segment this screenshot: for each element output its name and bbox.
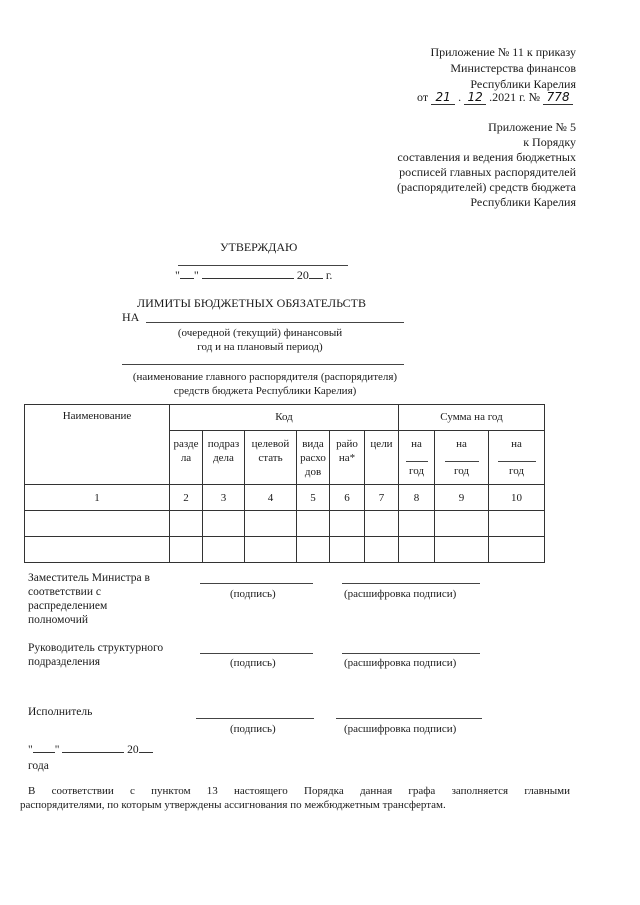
- header-rayona: райо на*: [330, 431, 365, 485]
- executor-decoding-line: [336, 718, 482, 719]
- header-year-1: на год: [399, 431, 435, 485]
- appendix11-block: [430, 44, 576, 92]
- deputy-decoding-caption: (расшифровка подписи): [344, 588, 457, 600]
- head-label: Руководитель структурного подразделения: [28, 642, 164, 668]
- appendix5-line: (распорядителей) средств бюджета: [397, 180, 576, 194]
- appendix5-line: Приложение № 5: [488, 120, 576, 134]
- doc-title: ЛИМИТЫ БЮДЖЕТНЫХ ОБЯЗАТЕЛЬСТВ: [137, 296, 367, 310]
- approve-year-prefix: 20: [296, 268, 309, 282]
- approve-signature-line: [178, 265, 348, 266]
- manager-note-1: (наименование главного распорядителя (распорядителя): [132, 371, 398, 383]
- header-code: Код: [170, 405, 399, 431]
- col-number: 4: [245, 485, 297, 511]
- header-celevoy: целевой стать: [245, 431, 297, 485]
- approve-year-suffix: г.: [325, 268, 333, 282]
- header-vida: вида расхо дов: [297, 431, 330, 485]
- table-row: [25, 537, 545, 563]
- handwritten-month: 12: [464, 90, 486, 105]
- appendix11-date-line: от 21 . 12 .2021 г. № 778: [417, 90, 573, 105]
- header-razdela: разде ла: [170, 431, 203, 485]
- appendix5-line: к Порядку: [523, 135, 576, 149]
- col-number: 2: [170, 485, 203, 511]
- footnote-line2: распорядителями, по которым утверждены ассигнования по межбюджетным трансфертам.: [20, 799, 446, 811]
- col-number: 1: [25, 485, 170, 511]
- handwritten-day: 21: [431, 90, 455, 105]
- date-prefix: от: [417, 90, 429, 104]
- doc-on: НА: [122, 310, 140, 324]
- col-number: 5: [297, 485, 330, 511]
- appendix5-line: составления и ведения бюджетных: [397, 150, 576, 164]
- period-note-2: год и на плановый период): [197, 341, 323, 353]
- appendix5-line: росписей главных распорядителей: [399, 165, 576, 179]
- quote-open: ": [175, 268, 180, 282]
- numbers-row: [25, 485, 545, 511]
- col-number: 3: [203, 485, 245, 511]
- deputy-decoding-line: [342, 583, 480, 584]
- footnote-line1: В соответствии с пунктом 13 настоящего Порядка данная графа заполняется главными: [28, 785, 570, 797]
- executor-decoding-caption: (расшифровка подписи): [344, 723, 457, 735]
- header-year-2: на год: [435, 431, 489, 485]
- head-signature-caption: (подпись): [230, 657, 276, 669]
- col-number: 6: [330, 485, 365, 511]
- deputy-label: Заместитель Министра в соответствии с распределением полномочий: [28, 572, 150, 626]
- period-note-1: (очередной (текущий) финансовый: [177, 327, 343, 339]
- header-celi: цели: [365, 431, 399, 485]
- quote-close: ": [193, 268, 199, 282]
- doc-period-line: [146, 322, 404, 323]
- deputy-signature-line: [200, 583, 313, 584]
- head-decoding-caption: (расшифровка подписи): [344, 657, 457, 669]
- approve-title: УТВЕРЖДАЮ: [220, 240, 298, 254]
- appendix11-line1: Приложение № 11 к приказу: [430, 45, 576, 59]
- appendix11-line2: Министерства финансов: [450, 61, 576, 75]
- manager-note-2: средств бюджета Республики Карелия): [173, 385, 357, 397]
- head-decoding-line: [342, 653, 480, 654]
- bottom-date: " " 20: [28, 744, 153, 756]
- executor-label: Исполнитель: [28, 706, 93, 718]
- head-signature-line: [200, 653, 313, 654]
- header-sum: Сумма на год: [399, 405, 545, 431]
- deputy-signature-caption: (подпись): [230, 588, 276, 600]
- col-number: 10: [489, 485, 545, 511]
- date-year-suffix: .2021 г. №: [489, 90, 541, 104]
- period-note: [160, 326, 360, 354]
- header-name: Наименование: [25, 405, 170, 485]
- appendix5-line: Республики Карелия: [470, 195, 576, 209]
- manager-name-line: [122, 364, 404, 365]
- col-number: 8: [399, 485, 435, 511]
- col-number: 9: [435, 485, 489, 511]
- col-number: 7: [365, 485, 399, 511]
- appendix5-block: [397, 120, 576, 210]
- appendix11-line3: Республики Карелия: [470, 77, 576, 91]
- manager-note: [95, 370, 435, 398]
- executor-signature-caption: (подпись): [230, 723, 276, 735]
- table-row: [25, 511, 545, 537]
- header-podrazdela: подраз дела: [203, 431, 245, 485]
- limits-table: [24, 404, 545, 563]
- bottom-date-god: года: [28, 760, 49, 772]
- footnote: [20, 784, 570, 812]
- handwritten-number: 778: [543, 90, 573, 105]
- header-year-3: на год: [489, 431, 545, 485]
- executor-signature-line: [196, 718, 314, 719]
- approve-date: [175, 268, 332, 283]
